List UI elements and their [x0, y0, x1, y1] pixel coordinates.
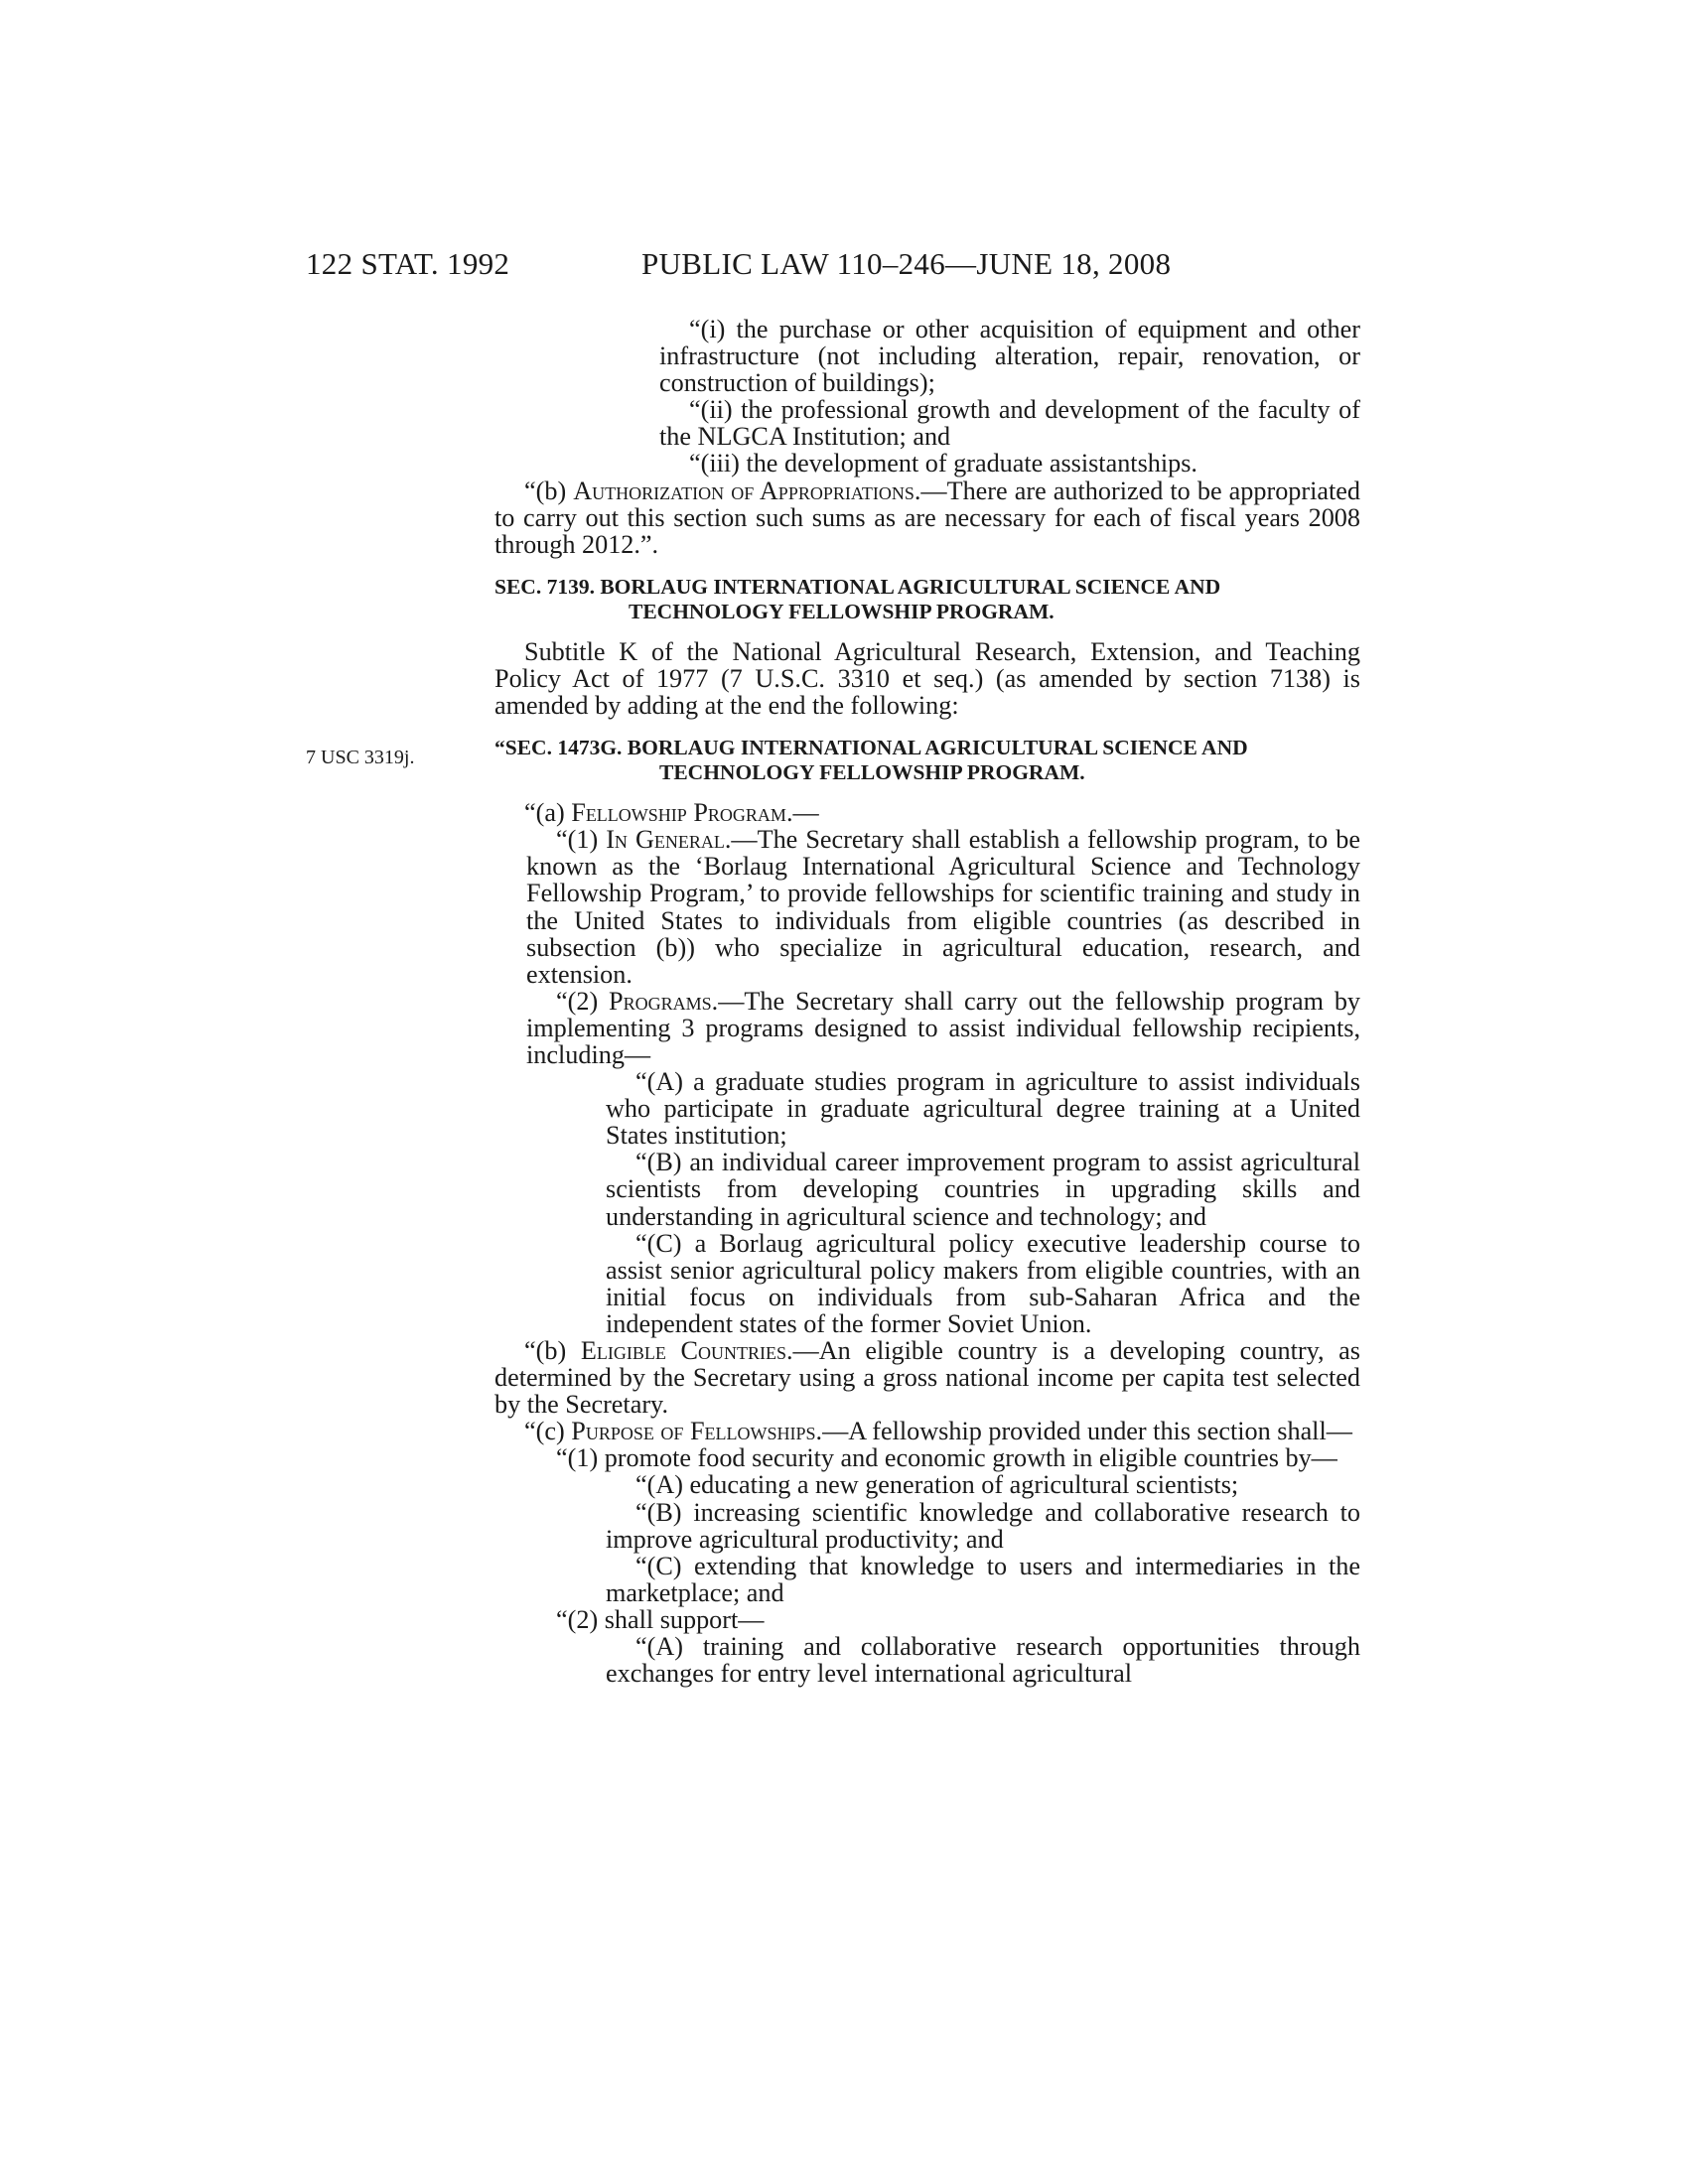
document-body	[494, 316, 1360, 1687]
subsection-prefix: “(a)	[524, 798, 565, 828]
paragraph-prefix: “(2)	[556, 986, 599, 1016]
paragraph-1-general	[494, 826, 1360, 988]
subsection-text: .—There are authorized to be appropriated to carry out this section such sums as are necessary for each of fiscal years 2008 through 2012.”.	[494, 476, 1361, 559]
section-7139-heading: SEC. 7139. BORLAUG INTERNATIONAL AGRICULTURAL SCIENCE AND TECHNOLOGY FELLOWSHIP PROGRAM.	[494, 574, 1221, 623]
subparagraph-a-graduate: “(A) a graduate studies program in agriculture to assist individuals who participate in graduate agricultural degree training at a United States institution;	[606, 1067, 1360, 1151]
paragraph-2-support: “(2) shall support—	[556, 1604, 765, 1634]
paragraph-text: .—The Secretary shall establish a fellowship program, to be known as the ‘Borlaug International Agricultural Science and Technology Fellowship Program,’ to provide fellowships for scientific training and study in the United States to individuals from eligible countries (as described in subsection (b)) who specialize in agricultural education, research, and extension.	[526, 825, 1361, 989]
page-header	[0, 246, 1688, 286]
subparagraph-c-leadership: “(C) a Borlaug agricultural policy executive leadership course to assist senior agricultural policy makers from eligible countries, with an initial focus on individuals from sub-Saharan Africa and the independent states of the former Soviet Union.	[606, 1228, 1360, 1338]
running-title: PUBLIC LAW 110–246—JUNE 18, 2008	[641, 246, 1172, 281]
section-7139-text: Subtitle K of the National Agricultural Research, Extension, and Teaching Policy Act of 1977 (7 U.S.C. 3310 et seq.) (as amended by section 7138) is amended by adding at the end the following:	[494, 636, 1360, 721]
clause-iii: “(iii) the development of graduate assistantships.	[689, 449, 1197, 478]
paragraph-heading: In General	[606, 825, 725, 855]
subsection-a-fellowship	[494, 799, 1360, 826]
subsection-prefix: “(b)	[524, 1336, 567, 1365]
subsection-text: .—A fellowship provided under this section shall—	[815, 1417, 1352, 1446]
subsection-b-appropriations	[494, 478, 1360, 558]
page-number: 122 STAT. 1992	[306, 246, 510, 281]
clause-ii: “(ii) the professional growth and development of the faculty of the NLGCA Institution; and	[659, 395, 1360, 452]
subsection-text: .—An eligible country is a developing country, as determined by the Secretary using a gross national income per capita test selected by the Secretary.	[494, 1336, 1360, 1420]
subsection-heading: Eligible Countries	[580, 1336, 786, 1365]
paragraph-2-programs	[494, 988, 1360, 1068]
subsection-b-eligible	[494, 1337, 1360, 1418]
paragraph-text: .—The Secretary shall carry out the fellowship program by implementing 3 programs designed to assist individual fellowship recipients, including—	[526, 986, 1361, 1069]
subsection-heading: Purpose of Fellowships	[571, 1417, 816, 1446]
paragraph-prefix: “(1)	[556, 825, 599, 855]
subparagraph-a-educating: “(A) educating a new generation of agricultural scientists;	[635, 1470, 1239, 1500]
subsection-heading: Fellowship Program	[571, 798, 786, 828]
paragraph-heading: Programs	[609, 986, 712, 1016]
subsection-prefix: “(c)	[524, 1417, 565, 1446]
margin-citation: 7 USC 3319j.	[306, 747, 415, 768]
subsection-prefix: “(b)	[524, 476, 567, 505]
subparagraph-c-extending: “(C) extending that knowledge to users and intermediaries in the marketplace; and	[606, 1551, 1360, 1607]
clause-i: “(i) the purchase or other acquisition of equipment and other infrastructure (not including alteration, repair, renovation, or construction of buildings);	[659, 315, 1360, 398]
subsection-heading: Authorization of Appropriations	[573, 476, 914, 505]
subparagraph-b-increasing: “(B) increasing scientific knowledge and collaborative research to improve agricultural productivity; and	[606, 1497, 1360, 1554]
subsection-c-purpose	[494, 1418, 1360, 1444]
subparagraph-a-training: “(A) training and collaborative research opportunities through exchanges for entry level international agricultural	[606, 1632, 1360, 1689]
section-1473g-heading: “SEC. 1473G. BORLAUG INTERNATIONAL AGRICULTURAL SCIENCE AND TECHNOLOGY FELLOWSHIP PROGRAM.	[494, 736, 1248, 785]
paragraph-1-promote: “(1) promote food security and economic growth in eligible countries by—	[556, 1443, 1337, 1473]
subparagraph-b-career: “(B) an individual career improvement program to assist agricultural scientists from developing countries in upgrading skills and understanding in agricultural science and technology; and	[606, 1148, 1360, 1231]
subsection-text: .—	[785, 798, 819, 828]
